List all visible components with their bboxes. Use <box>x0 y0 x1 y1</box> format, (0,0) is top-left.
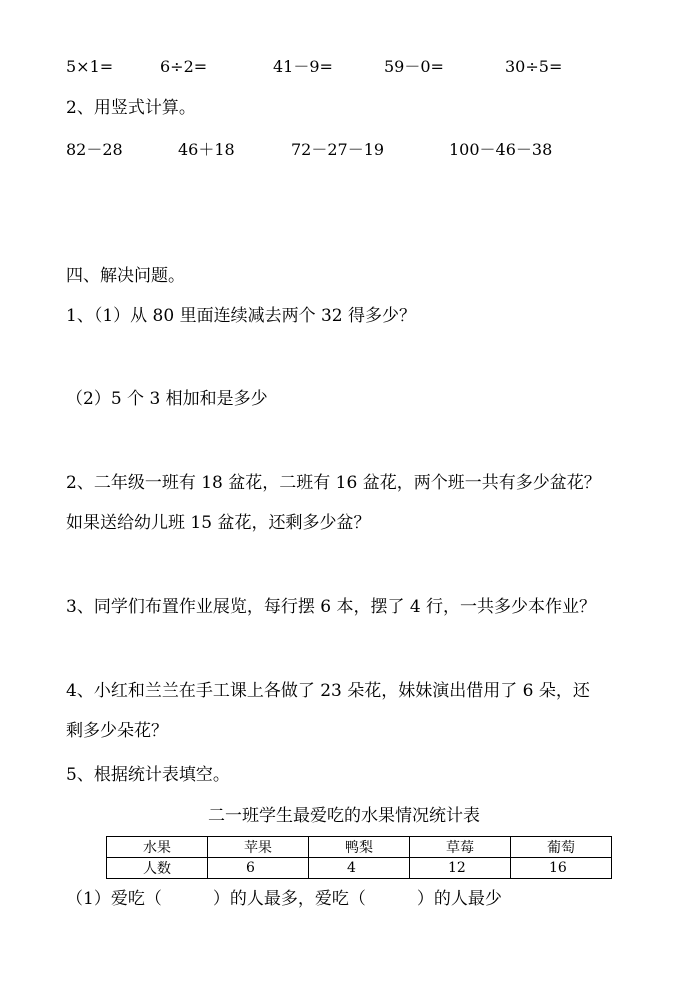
question-3: 3、同学们布置作业展览，每行摆 6 本，摆了 4 行，一共多少本作业？ <box>66 597 597 617</box>
oral-calc-item: 41－9= <box>273 57 333 76</box>
section2-title: 2、用竖式计算。 <box>66 98 196 118</box>
oral-calc-item: 5×1= <box>66 57 114 76</box>
vertical-calc-item: 100－46－38 <box>449 140 553 159</box>
question-1-2: （2）5 个 3 相加和是多少 <box>66 389 268 409</box>
table-cell: 4 <box>309 858 410 879</box>
vertical-calc-item: 72－27－19 <box>291 140 385 159</box>
table-cell: 鸭梨 <box>309 837 410 858</box>
table-row <box>107 858 612 879</box>
table-caption: 二一班学生最爱吃的水果情况统计表 <box>208 806 480 826</box>
table-cell: 苹果 <box>208 837 309 858</box>
vertical-calc-item: 46＋18 <box>178 140 235 159</box>
question-2-line-1: 2、二年级一班有 18 盆花，二班有 16 盆花，两个班一共有多少盆花？ <box>66 473 601 493</box>
question-1-1: 1、（1）从 80 里面连续减去两个 32 得多少？ <box>66 306 417 326</box>
table-cell: 16 <box>511 858 612 879</box>
question-4-line-1: 4、小红和兰兰在手工课上各做了 23 朵花，妹妹演出借用了 6 朵，还 <box>66 681 590 701</box>
question-5: 5、根据统计表填空。 <box>66 765 230 785</box>
oral-calc-item: 6÷2= <box>160 57 208 76</box>
table-cell: 草莓 <box>410 837 511 858</box>
table-cell: 人数 <box>107 858 208 879</box>
table-cell: 12 <box>410 858 511 879</box>
vertical-calc-item: 82－28 <box>66 140 123 159</box>
table-cell: 6 <box>208 858 309 879</box>
section4-title: 四、解决问题。 <box>66 266 185 286</box>
table-cell: 水果 <box>107 837 208 858</box>
question-2-line-2: 如果送给幼儿班 15 盆花，还剩多少盆？ <box>66 513 371 533</box>
table-cell: 葡萄 <box>511 837 612 858</box>
oral-calc-item: 59－0= <box>384 57 444 76</box>
oral-calc-item: 30÷5= <box>505 57 563 76</box>
fruit-stats-table <box>106 836 612 879</box>
question-5-1: （1）爱吃（ ）的人最多，爱吃（ ）的人最少 <box>66 889 502 909</box>
table-header-row <box>107 837 612 858</box>
question-4-line-2: 剩多少朵花？ <box>66 721 168 741</box>
